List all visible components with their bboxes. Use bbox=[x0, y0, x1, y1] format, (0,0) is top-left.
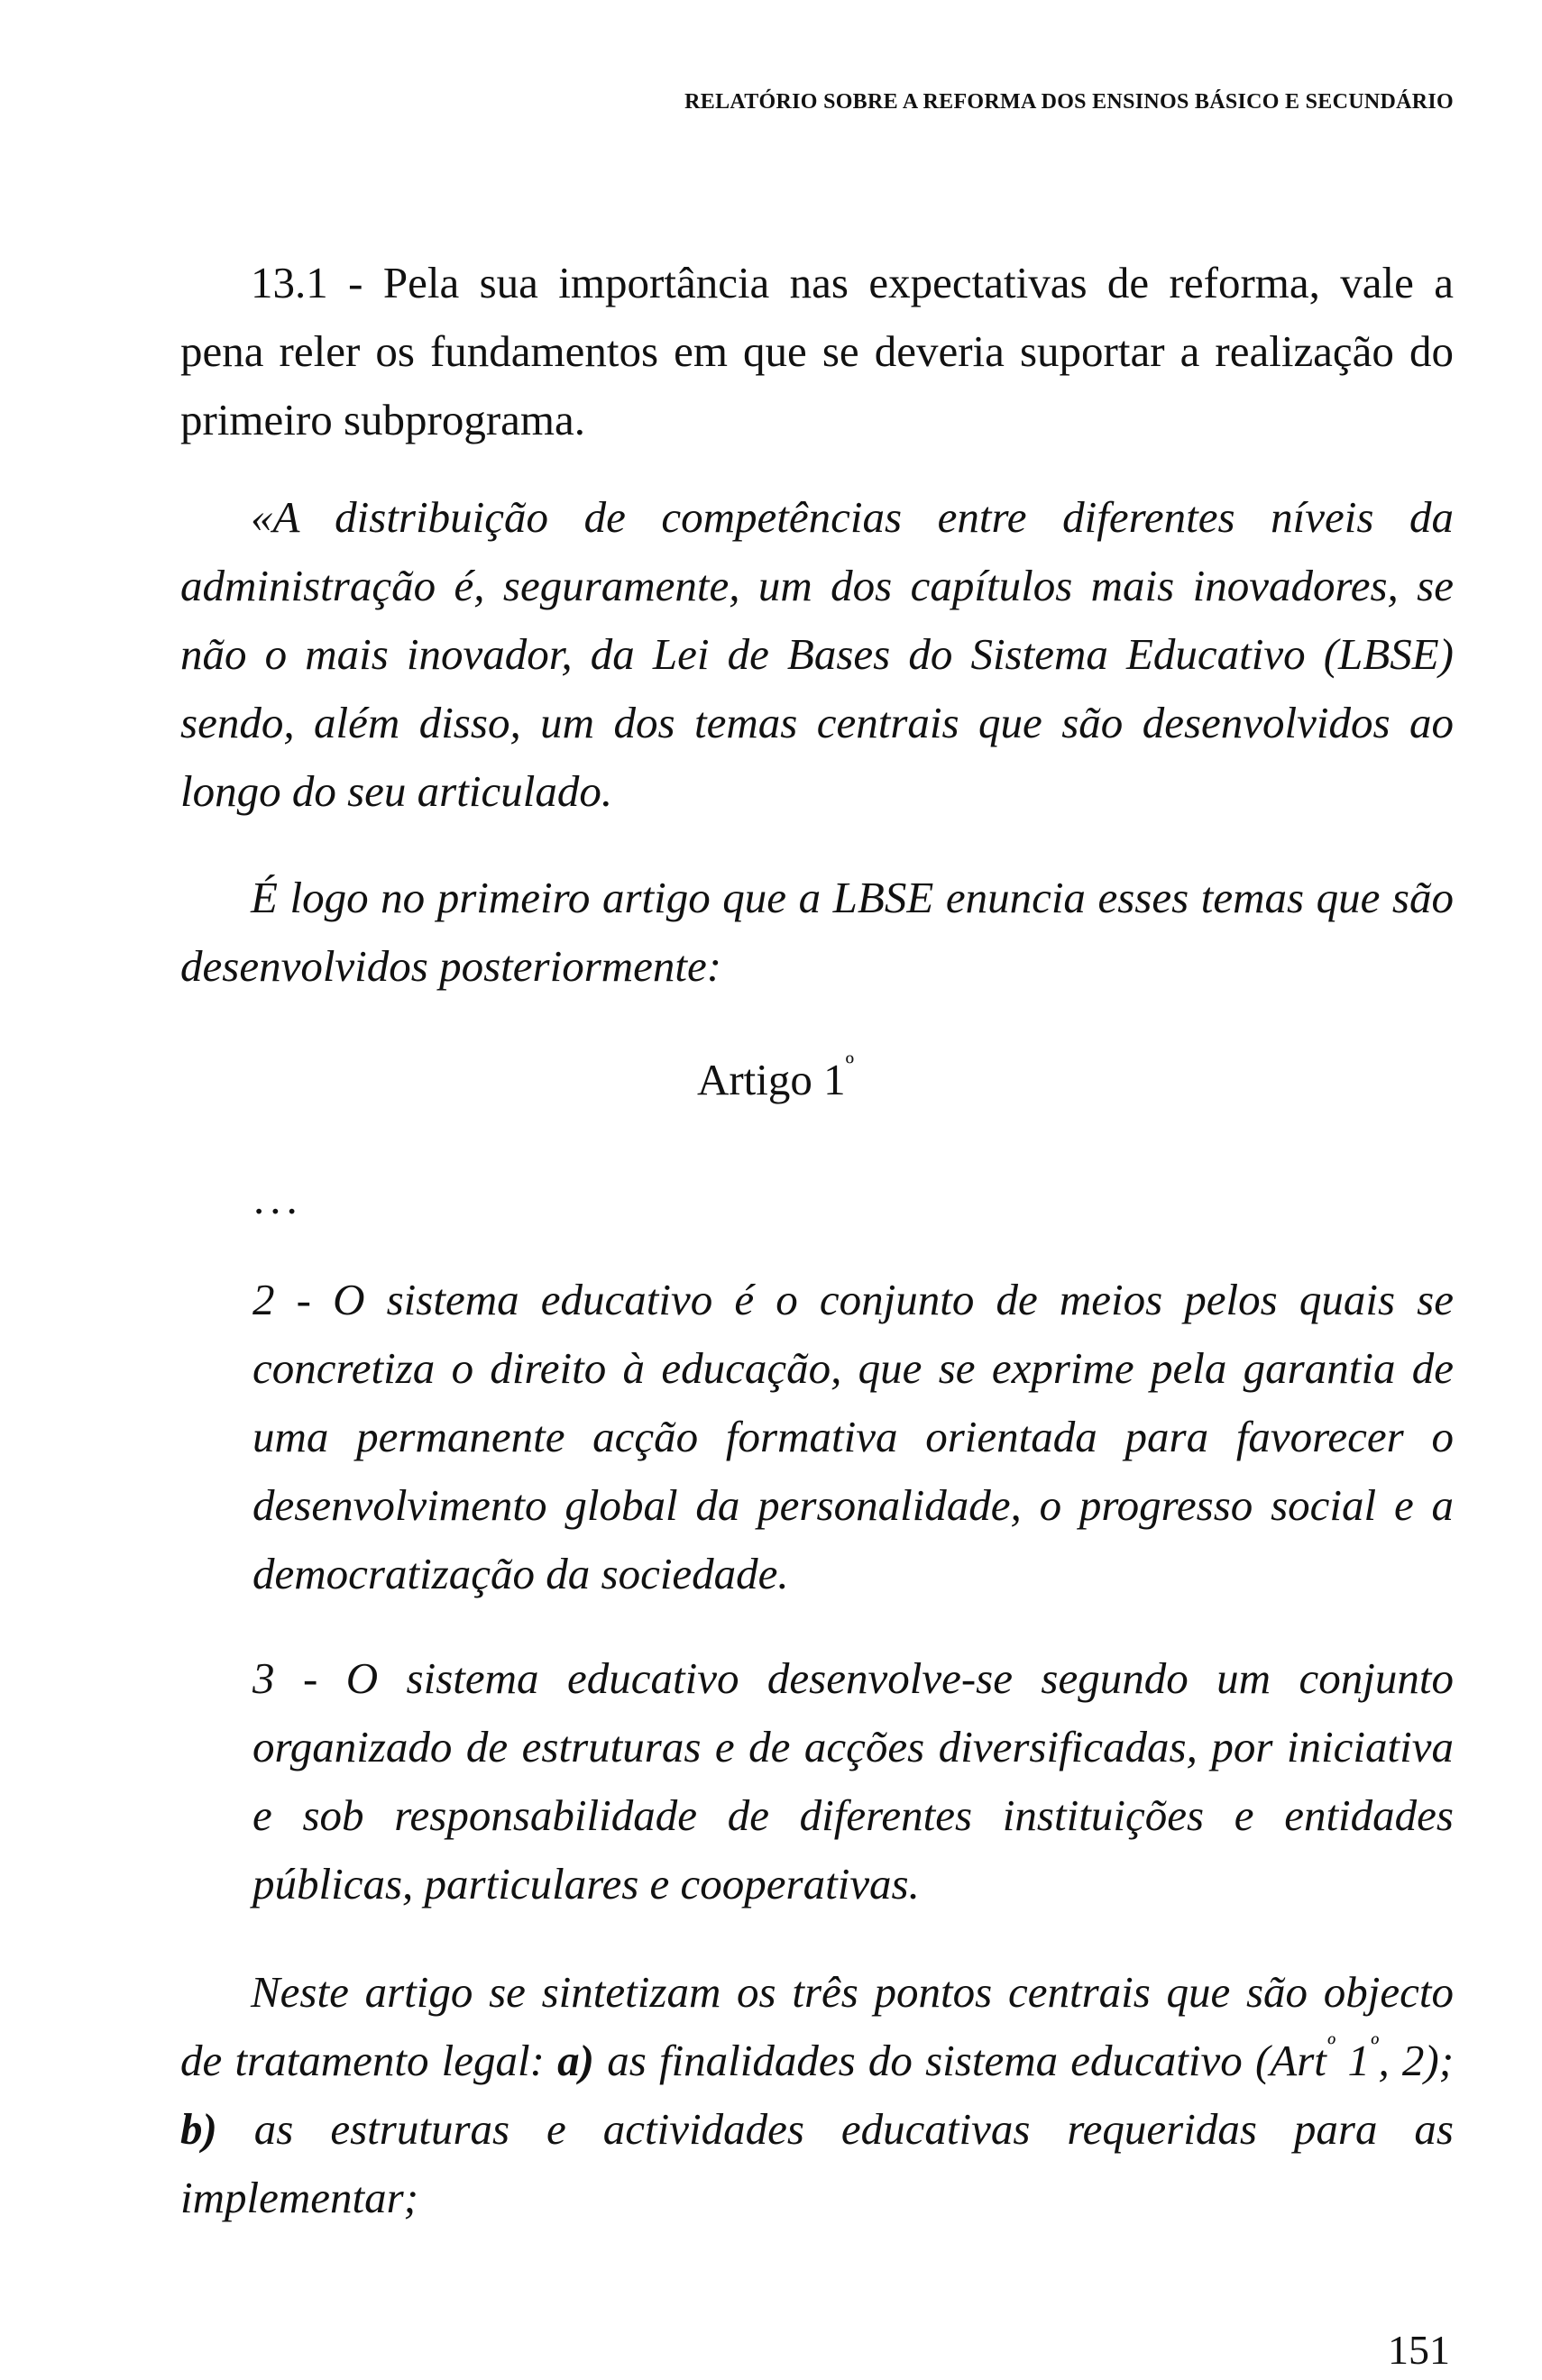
label-a: a) bbox=[557, 2036, 594, 2085]
label-b: b) bbox=[180, 2104, 217, 2154]
quoted-paragraph: «A distribuição de competências entre diferentes níveis da administração é, seguramente, um dos capítulos mais inovadores, se não o mais inovador, da Lei de Bases do Sistema Educativo (LBSE) sendo, além disso, um dos temas centrais que são desenvolvidos ao longo do seu articulado. bbox=[180, 492, 1454, 816]
closing-text-3: 1 bbox=[1335, 2036, 1371, 2085]
running-header: RELATÓRIO SOBRE A REFORMA DOS ENSINOS BÁSICO E SECUNDÁRIO bbox=[684, 90, 1454, 114]
closing-text-2: as finalidades do sistema educativo (Art bbox=[594, 2036, 1326, 2085]
article-item-2: 2 - O sistema educativo é o conjunto de meios pelos quais se concretiza o direito à educação, que se exprime pela garantia de uma permanente acção formativa orientada para favorecer o desenvolvimento global da personalidade, o progresso social e a democratização da sociedade. bbox=[252, 1275, 1454, 1598]
article-heading bbox=[0, 1049, 1542, 1107]
article-item-3: 3 - O sistema educativo desenvolve-se segundo um conjunto organizado de estruturas e de acções diversificadas, por iniciativa e sob responsabilidade de diferentes instituições e entidades públicas, particulares e cooperativas. bbox=[252, 1653, 1454, 1909]
quoted-paragraph-2: É logo no primeiro artigo que a LBSE enuncia esses temas que são desenvolvidos posteriormente: bbox=[180, 873, 1454, 991]
closing-text-5: as estruturas e actividades educativas requeridas para as implementar; bbox=[180, 2104, 1454, 2222]
closing-text-1: Neste artigo se sintetizam os três pontos centrais que são objecto de tratamento legal: bbox=[180, 1967, 1454, 2085]
closing-paragraph bbox=[180, 1958, 1454, 2232]
article-heading-ordinal: º bbox=[845, 1049, 855, 1081]
article-heading-word: Artigo 1 bbox=[696, 1055, 846, 1104]
superscript-ordinal-2: º bbox=[1370, 2030, 1379, 2062]
page-number: 151 bbox=[1388, 2327, 1450, 2373]
superscript-ordinal-1: º bbox=[1326, 2030, 1335, 2062]
paragraph-13-1: 13.1 - Pela sua importância nas expectativas de reforma, vale a pena reler os fundamentos em que se deveria suportar a realização do primeiro subprograma. bbox=[180, 258, 1454, 444]
ellipsis: ... bbox=[253, 1174, 303, 1223]
closing-text-4: , 2); bbox=[1378, 2036, 1455, 2085]
